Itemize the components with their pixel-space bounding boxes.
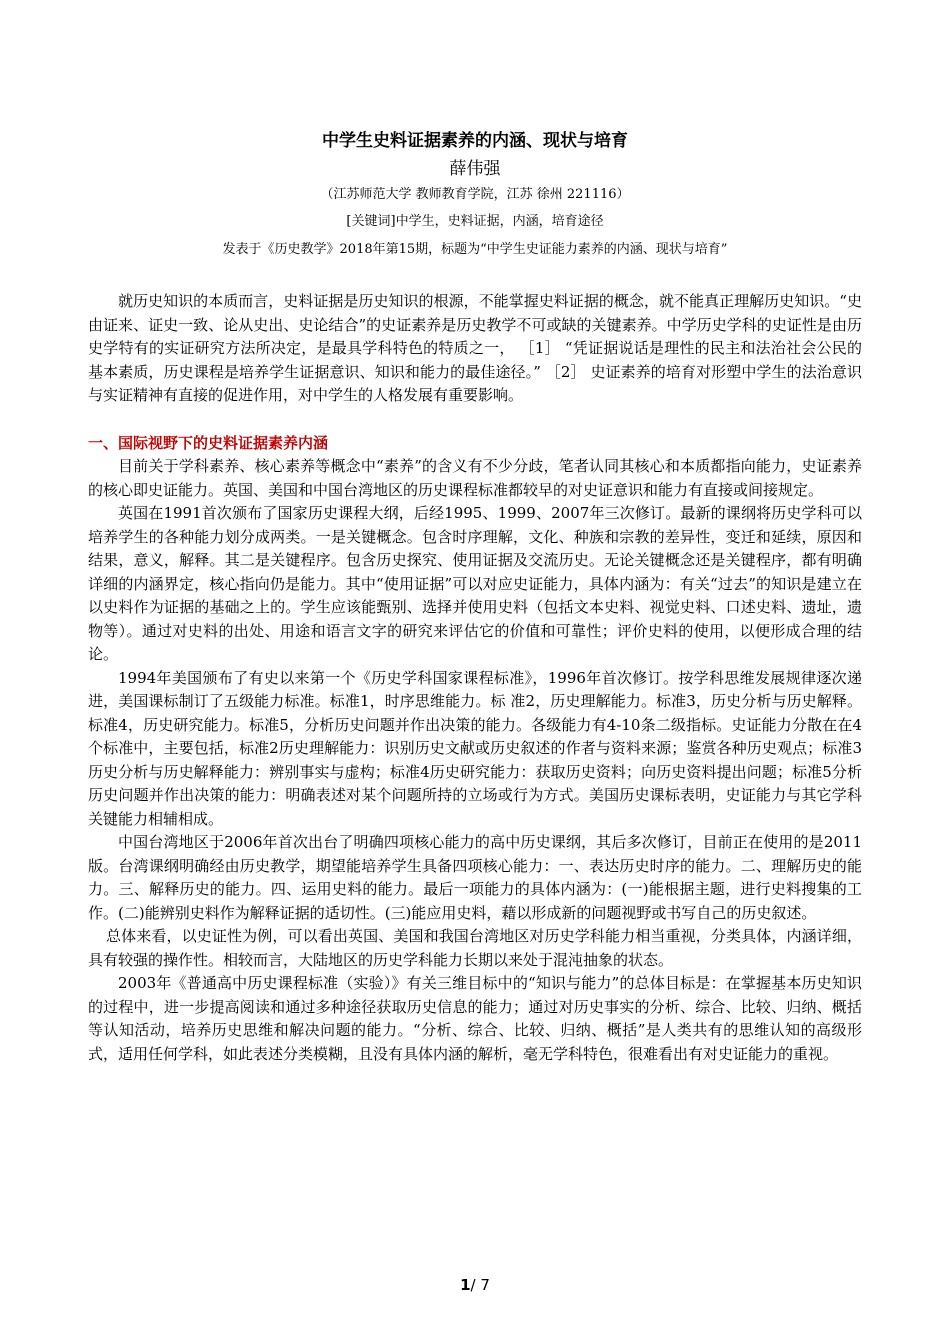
paper-keywords: [关键词]中学生，史料证据，内涵，培育途径: [346, 214, 604, 229]
page-current: 1: [460, 1276, 471, 1294]
paper-title: 中学生史料证据素养的内涵、现状与培育: [322, 131, 628, 151]
body-paragraph: 1994年美国颁布了有史以来第一个《历史学科国家课程标准》，1996年首次修订。按学科思维发展规律逐次递进，美国课标制订了五级能力标准。标准1，时序思维能力。标 准2，历史理解能力。标准3，历史分析与历史解释。标准4，历史研究能力。标准5，分析历史问题并作出决策的能力。各级能力有4-10条二级指标。史证能力分散在在4个标准中，主要包括，标准2历史理解能力：识别历史文献或历史叙述的作者与资料来源；鉴赏各种历史观点；标准3历史分析与历史解释能力：辨别事实与虚构；标准4历史研究能力：获取历史资料；向历史资料提出问题；标准5分析历史问题并作出决策的能力：明确表述对某个问题所持的立场或行为方式。美国历史课标表明，史证能力与其它学科关键能力相辅相成。: [88, 668, 862, 828]
page-number: [0, 1276, 950, 1294]
body-paragraph: 2003年《普通高中历史课程标准（实验）》有关三维目标中的“知识与能力”的总体目标是：在掌握基本历史知识的过程中，进一步提高阅读和通过多种途径获取历史信息的能力；通过对历史事实的分析、综合、比较、归纳、概括等认知活动，培养历史思维和解决问题的能力。“分析、综合、比较、归纳、概括”是人类共有的思维认知的高级形式，适用任何学科，如此表述分类模糊，且没有具体内涵的解析，毫无学科特色，很难看出有对史证能力的重视。: [88, 974, 862, 1063]
body-paragraph: 中国台湾地区于2006年首次出台了明确四项核心能力的高中历史课纲，其后多次修订，目前正在使用的是2011版。台湾课纲明确经由历史教学，期望能培养学生具备四项核心能力：一、表达历史时序的能力。二、理解历史的能力。三、解释历史的能力。四、运用史料的能力。最后一项能力的具体内涵为：(一)能根据主题，进行史料搜集的工作。(二)能辨别史料作为解释证据的适切性。(三)能应用史料，藉以形成新的问题视野或书写自己的历史叙述。: [88, 833, 862, 922]
paper-body: [88, 290, 862, 1066]
publication-note: 发表于《历史教学》2018年第15期，标题为“中学生史证能力素养的内涵、现状与培育”: [222, 242, 728, 257]
author-affiliation: （江苏师范大学 教师教育学院，江苏 徐州 221116）: [320, 187, 630, 202]
intro-paragraph: 就历史知识的本质而言，史料证据是历史知识的根源，不能掌握史料证据的概念，就不能真正理解历史知识。“史由证来、证史一致、论从史出、史论结合”的史证素养是历史教学不可或缺的关键素养。中学历史学科的史证性是由历史学特有的实证研究方法所决定，是最具学科特色的特质之一， ［1］ “凭证据说话是理性的民主和法治社会公民的基本素质，历史课程是培养学生证据意识、知识和能力的最佳途径。” ［2］ 史证素养的培育对形塑中学生的法治意识与实证精神有直接的促进作用，对中学生的人格发展有重要影响。: [88, 292, 862, 404]
paper-author: 薛伟强: [449, 159, 501, 179]
section-heading: 一、国际视野下的史料证据素养内涵: [88, 433, 329, 452]
body-paragraph: 英国在1991首次颁布了国家历史课程大纲，后经1995、1999、2007年三次修订。最新的课纲将历史学科可以培养学生的各种能力划分成两类。一是关键概念。包含时序理解，文化、种族和宗教的差异性，变迁和延续，原因和结果，意义，解释。其二是关键程序。包含历史探究、使用证据及交流历史。无论关键概念还是关键程序，都有明确详细的内涵界定，核心指向仍是能力。其中“使用证据”可以对应史证能力，具体内涵为：有关“过去”的知识是建立在以史料作为证据的基础之上的。学生应该能甄别、选择并使用史料（包括文本史料、视觉史料、口述史料、遗址，遗物等）。通过对史料的出处、用途和语言文字的研究来评估它的价值和可靠性；评价史料的使用，以便形成合理的结论。: [88, 504, 862, 663]
body-paragraph: 总体来看，以史证性为例，可以看出英国、美国和我国台湾地区对历史学科能力相当重视，分类具体，内涵详细，具有较强的操作性。相较而言，大陆地区的历史学科能力长期以来处于混沌抽象的状态。: [88, 927, 862, 969]
body-paragraph: 目前关于学科素养、核心素养等概念中“素养”的含义有不少分歧，笔者认同其核心和本质都指向能力，史证素养的核心即史证能力。英国、美国和中国台湾地区的历史课程标准都较早的对史证意识和能力有直接或间接规定。: [88, 457, 862, 499]
page-total: / 7: [470, 1276, 490, 1294]
